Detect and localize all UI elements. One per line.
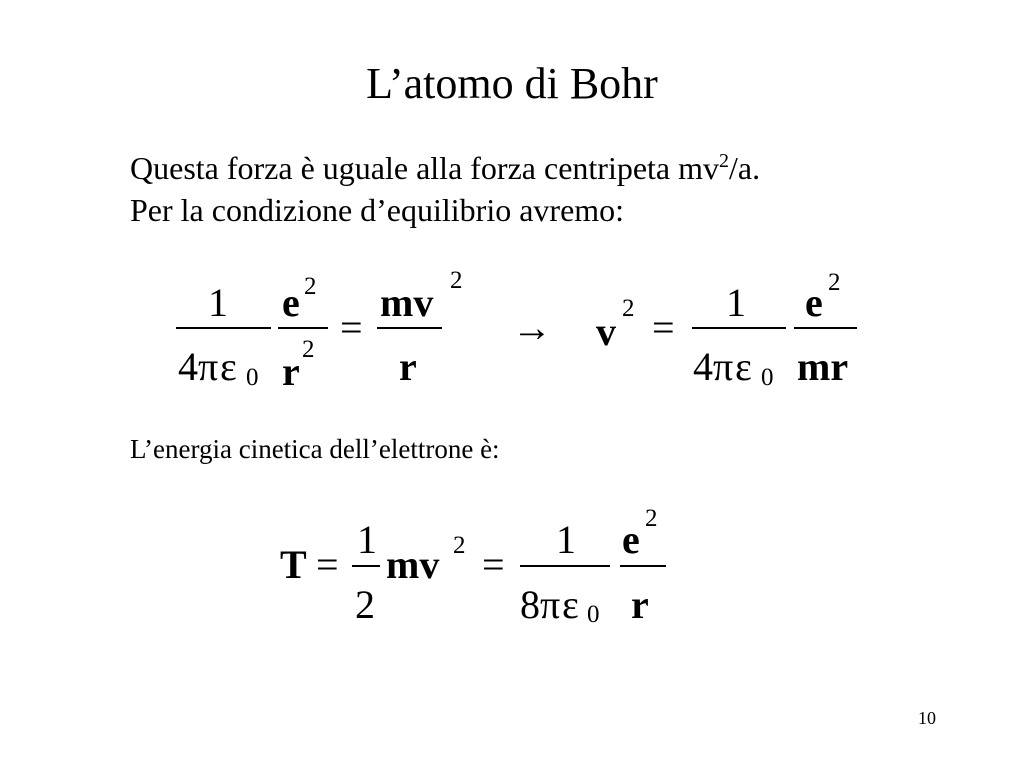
slide-title: L’atomo di Bohr bbox=[366, 59, 658, 108]
eq2-pi-symbol: π bbox=[540, 582, 561, 627]
eq1-charge-e-2: e bbox=[805, 280, 823, 325]
eq2-half-numerator: 1 bbox=[357, 517, 377, 562]
eq1-velocity-v: v bbox=[596, 309, 616, 354]
intro-line-1-end: /a. bbox=[729, 150, 761, 186]
eq1-equals-sign-2: = bbox=[652, 305, 675, 350]
eq2-charge-e: e bbox=[622, 517, 640, 562]
eq1-pi-symbol-2: π bbox=[713, 344, 734, 389]
eq1-charge-e: e bbox=[282, 280, 300, 325]
eq1-radius-exponent: 2 bbox=[302, 336, 315, 363]
eq1-four: 4 bbox=[178, 344, 198, 389]
eq1-numerator-one-2: 1 bbox=[726, 280, 746, 325]
eq2-numerator-one: 1 bbox=[556, 517, 576, 562]
intro-line-2: Per la condizione d’equilibrio avremo: bbox=[130, 192, 625, 228]
intro-paragraph bbox=[130, 147, 760, 231]
eq2-equals-sign-2: = bbox=[482, 542, 505, 587]
page-number: 10 bbox=[918, 708, 936, 728]
eq2-denominator-r: r bbox=[631, 582, 649, 627]
eq1-radius-r: r bbox=[282, 349, 300, 394]
eq1-equals-sign: = bbox=[340, 305, 363, 350]
eq1-pi-symbol: π bbox=[198, 344, 219, 389]
eq1-velocity-exponent: 2 bbox=[622, 295, 635, 322]
eq2-kinetic-T: T bbox=[280, 542, 307, 587]
eq1-epsilon-subscript: 0 bbox=[246, 364, 259, 391]
eq1-epsilon-symbol: ε bbox=[220, 344, 237, 389]
eq1-denominator-r: r bbox=[399, 344, 417, 389]
eq2-charge-exponent: 2 bbox=[645, 505, 658, 532]
eq2-charge-fraction-bar bbox=[620, 565, 666, 567]
intro-line-1 bbox=[130, 147, 760, 189]
eq2-mv: mv bbox=[386, 542, 440, 587]
eq1-numerator-one: 1 bbox=[208, 280, 228, 325]
eq1-fraction-bar-2 bbox=[692, 327, 786, 329]
eq2-equals-sign: = bbox=[316, 542, 339, 587]
intro-line-1-superscript: 2 bbox=[719, 150, 730, 172]
arrow-icon: → bbox=[512, 305, 552, 350]
eq1-charge-exponent: 2 bbox=[304, 273, 317, 300]
eq2-fraction-bar bbox=[520, 565, 610, 567]
eq2-half-fraction-bar bbox=[352, 565, 380, 567]
eq1-charge-fraction-bar-2 bbox=[794, 327, 857, 329]
eq1-epsilon-symbol-2: ε bbox=[735, 344, 752, 389]
eq1-mv-exponent: 2 bbox=[450, 267, 463, 294]
eq1-fraction-bar bbox=[176, 327, 271, 329]
eq1-four-2: 4 bbox=[693, 344, 713, 389]
eq2-eight: 8 bbox=[520, 582, 540, 627]
eq1-charge-fraction-bar bbox=[278, 327, 328, 329]
eq2-epsilon-symbol: ε bbox=[562, 582, 579, 627]
eq2-epsilon-subscript: 0 bbox=[587, 601, 600, 628]
eq1-denominator-mr: mr bbox=[797, 344, 849, 389]
eq2-half-denominator: 2 bbox=[355, 582, 375, 627]
eq1-charge-exponent-2: 2 bbox=[828, 269, 841, 296]
eq1-mv: mv bbox=[380, 280, 434, 325]
intro-line-1-text: Questa forza è uguale alla forza centripeta mv bbox=[130, 150, 720, 186]
eq1-epsilon-subscript-2: 0 bbox=[761, 364, 774, 391]
eq1-mv-fraction-bar bbox=[377, 327, 442, 329]
eq2-mv-exponent: 2 bbox=[453, 532, 466, 559]
kinetic-energy-label: L’energia cinetica dell’elettrone è: bbox=[130, 434, 500, 464]
